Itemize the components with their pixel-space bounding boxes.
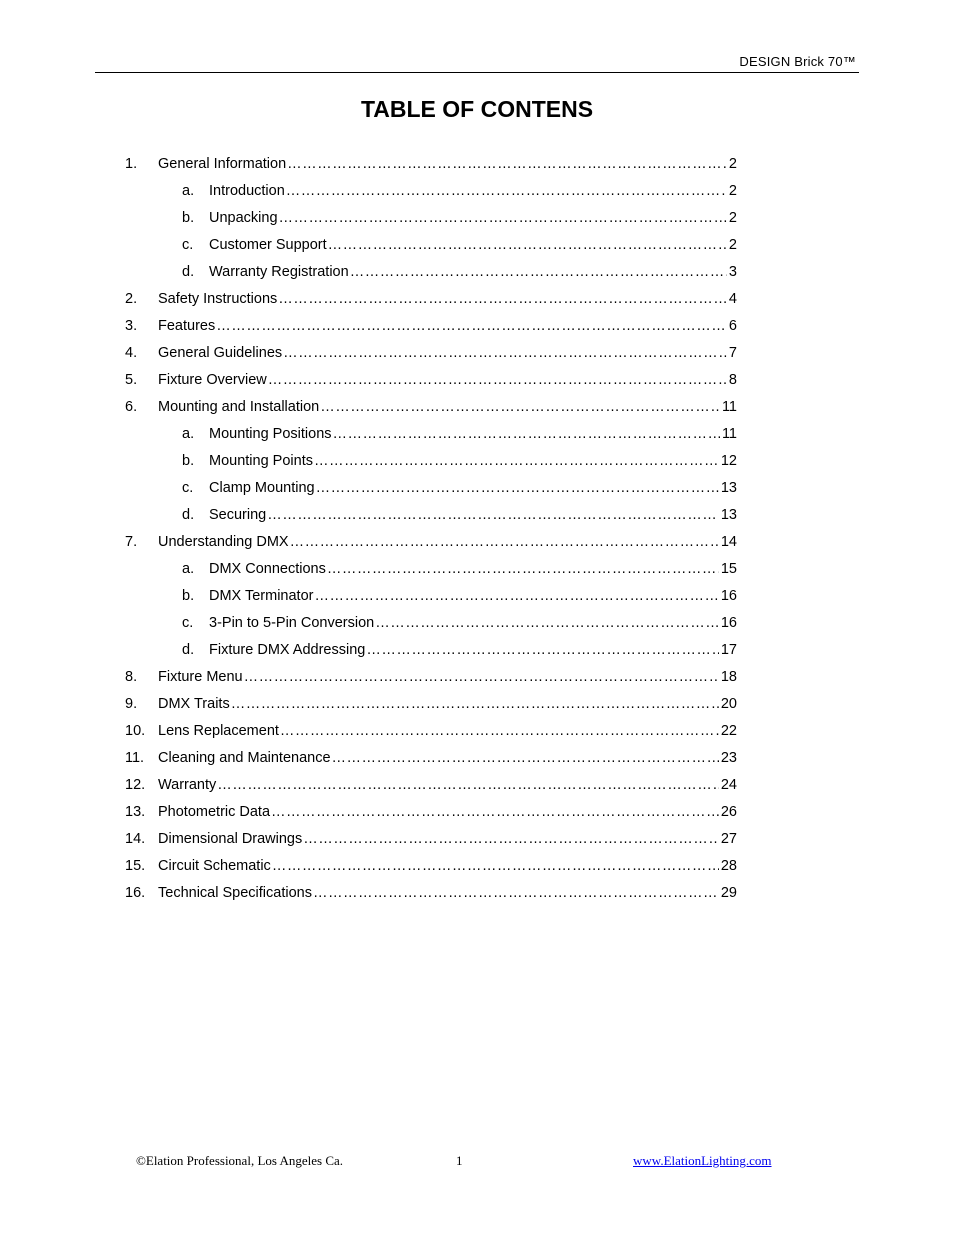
toc-entry-title: Fixture Overview (158, 371, 267, 388)
toc-entry-page: 2 (728, 209, 737, 226)
toc-entry[interactable] (125, 717, 737, 744)
toc-entry-title: Fixture Menu (158, 668, 243, 685)
toc-entry-number: 13. (125, 803, 146, 820)
toc-entry-number: 8. (125, 668, 138, 685)
toc-entry-page: 29 (720, 884, 737, 901)
toc-entry-number: a. (182, 425, 195, 442)
toc-entry[interactable] (125, 744, 737, 771)
toc-entry[interactable] (125, 177, 737, 204)
toc-entry-number: c. (182, 236, 194, 253)
toc-dot-leader (217, 777, 719, 793)
toc-dot-leader (366, 642, 719, 658)
toc-dot-leader (290, 534, 719, 550)
toc-entry-title: DMX Connections (209, 560, 326, 577)
toc-entry-title: DMX Terminator (209, 587, 314, 604)
toc-entry[interactable] (125, 258, 737, 285)
toc-entry-number: b. (182, 587, 195, 604)
toc-entry[interactable] (125, 474, 737, 501)
toc-entry[interactable] (125, 690, 737, 717)
toc-entry-page: 3 (728, 263, 737, 280)
footer-website-link[interactable]: www.ElationLighting.com (633, 1153, 772, 1168)
toc-dot-leader (375, 615, 719, 631)
toc-dot-leader (316, 480, 719, 496)
toc-dot-leader (286, 183, 727, 199)
toc-dot-leader (332, 750, 719, 766)
toc-entry-title: 3-Pin to 5-Pin Conversion (209, 614, 375, 631)
toc-entry-number: 3. (125, 317, 138, 334)
toc-entry-number: 11. (125, 749, 145, 766)
toc-entry-page: 22 (720, 722, 737, 739)
toc-dot-leader (333, 426, 720, 442)
toc-entry[interactable] (125, 285, 737, 312)
toc-entry-number: a. (182, 560, 195, 577)
toc-entry-title: General Guidelines (158, 344, 283, 361)
toc-entry-number: 6. (125, 398, 138, 415)
toc-entry[interactable] (125, 366, 737, 393)
toc-entry-number: d. (182, 263, 195, 280)
toc-entry[interactable] (125, 798, 737, 825)
toc-entry[interactable] (125, 420, 737, 447)
toc-entry-title: Unpacking (209, 209, 278, 226)
toc-entry-page: 7 (728, 344, 737, 361)
toc-entry-page: 20 (720, 695, 737, 712)
toc-entry-page: 15 (720, 560, 737, 577)
toc-entry-page: 2 (728, 155, 737, 172)
toc-entry[interactable] (125, 312, 737, 339)
toc-entry-title: Fixture DMX Addressing (209, 641, 366, 658)
table-of-contents (125, 150, 737, 906)
toc-entry[interactable] (125, 582, 737, 609)
toc-dot-leader (231, 696, 719, 712)
toc-dot-leader (280, 723, 719, 739)
toc-entry-page: 13 (720, 506, 737, 523)
toc-entry-number: a. (182, 182, 195, 199)
toc-entry-number: b. (182, 452, 195, 469)
toc-entry[interactable] (125, 204, 737, 231)
footer-page-number: 1 (456, 1153, 463, 1168)
toc-entry-page: 14 (720, 533, 737, 550)
toc-dot-leader (313, 885, 719, 901)
toc-dot-leader (350, 264, 727, 280)
toc-dot-leader (272, 858, 719, 874)
toc-entry-page: 4 (728, 290, 737, 307)
toc-dot-leader (244, 669, 719, 685)
footer-copyright: ©Elation Professional, Los Angeles Ca. (136, 1153, 344, 1168)
page-title: TABLE OF CONTENS (360, 96, 594, 122)
toc-entry[interactable] (125, 393, 737, 420)
toc-dot-leader (328, 237, 727, 253)
toc-dot-leader (314, 453, 719, 469)
toc-entry-title: Dimensional Drawings (158, 830, 303, 847)
toc-entry-title: General Information (158, 155, 287, 172)
toc-entry[interactable] (125, 636, 737, 663)
toc-entry-number: 9. (125, 695, 138, 712)
toc-entry-page: 16 (720, 614, 737, 631)
toc-entry-page: 6 (728, 317, 737, 334)
toc-entry-number: 10. (125, 722, 146, 739)
toc-entry[interactable] (125, 339, 737, 366)
toc-entry[interactable] (125, 231, 737, 258)
toc-entry-page: 24 (720, 776, 737, 793)
toc-entry-title: Features (158, 317, 216, 334)
toc-entry-title: Mounting Points (209, 452, 313, 469)
toc-entry[interactable] (125, 447, 737, 474)
toc-entry-page: 11 (721, 398, 737, 415)
toc-entry-number: 2. (125, 290, 138, 307)
toc-entry-page: 8 (728, 371, 737, 388)
toc-entry-number: d. (182, 506, 195, 523)
toc-entry-number: 14. (125, 830, 146, 847)
toc-dot-leader (267, 507, 719, 523)
toc-entry-page: 23 (720, 749, 737, 766)
toc-entry-number: c. (182, 479, 194, 496)
toc-entry-number: 12. (125, 776, 146, 793)
toc-entry-number: 1. (125, 155, 138, 172)
toc-dot-leader (268, 372, 727, 388)
toc-entry-page: 17 (720, 641, 737, 658)
toc-entry[interactable] (125, 609, 737, 636)
toc-entry-title: Circuit Schematic (158, 857, 271, 874)
toc-entry[interactable] (125, 555, 737, 582)
toc-entry-title: Photometric Data (158, 803, 271, 820)
toc-entry-page: 16 (720, 587, 737, 604)
toc-entry-number: d. (182, 641, 195, 658)
toc-entry-title: Understanding DMX (158, 533, 289, 550)
toc-entry-title: DMX Traits (158, 695, 230, 712)
toc-dot-leader (216, 318, 727, 334)
header-divider (95, 72, 859, 73)
toc-dot-leader (271, 804, 719, 820)
toc-entry-number: 7. (125, 533, 138, 550)
toc-entry-number: c. (182, 614, 194, 631)
toc-entry-page: 12 (720, 452, 737, 469)
toc-entry-title: Cleaning and Maintenance (158, 749, 331, 766)
toc-entry-number: 5. (125, 371, 138, 388)
toc-entry-title: Mounting Positions (209, 425, 332, 442)
toc-entry-title: Warranty (158, 776, 217, 793)
header-product-name: DESIGN Brick 70™ (739, 54, 856, 69)
toc-dot-leader (278, 291, 727, 307)
toc-entry-page: 26 (720, 803, 737, 820)
toc-entry-title: Mounting and Installation (158, 398, 320, 415)
toc-entry-page: 18 (720, 668, 737, 685)
toc-entry[interactable] (125, 663, 737, 690)
toc-entry[interactable] (125, 879, 737, 906)
toc-entry[interactable] (125, 528, 737, 555)
toc-entry-page: 2 (728, 236, 737, 253)
toc-entry-title: Safety Instructions (158, 290, 278, 307)
toc-dot-leader (279, 210, 727, 226)
toc-entry-page: 28 (720, 857, 737, 874)
toc-entry-page: 11 (721, 425, 737, 442)
toc-entry-title: Clamp Mounting (209, 479, 315, 496)
toc-entry-page: 13 (720, 479, 737, 496)
toc-entry-title: Customer Support (209, 236, 327, 253)
toc-entry-number: 16. (125, 884, 146, 901)
toc-entry[interactable] (125, 852, 737, 879)
toc-entry[interactable] (125, 771, 737, 798)
toc-entry-page: 27 (720, 830, 737, 847)
toc-entry-title: Securing (209, 506, 267, 523)
toc-dot-leader (327, 561, 719, 577)
toc-entry-number: 15. (125, 857, 146, 874)
toc-entry-page: 2 (728, 182, 737, 199)
toc-entry[interactable] (125, 501, 737, 528)
toc-dot-leader (287, 156, 727, 172)
toc-dot-leader (320, 399, 720, 415)
toc-dot-leader (314, 588, 718, 604)
toc-dot-leader (303, 831, 719, 847)
toc-dot-leader (283, 345, 727, 361)
toc-entry-title: Technical Specifications (158, 884, 312, 901)
toc-entry-number: 4. (125, 344, 138, 361)
toc-entry-title: Introduction (209, 182, 285, 199)
toc-entry[interactable] (125, 825, 737, 852)
toc-entry-title: Lens Replacement (158, 722, 279, 739)
toc-entry-title: Warranty Registration (209, 263, 349, 280)
toc-entry-number: b. (182, 209, 195, 226)
toc-entry[interactable] (125, 150, 737, 177)
